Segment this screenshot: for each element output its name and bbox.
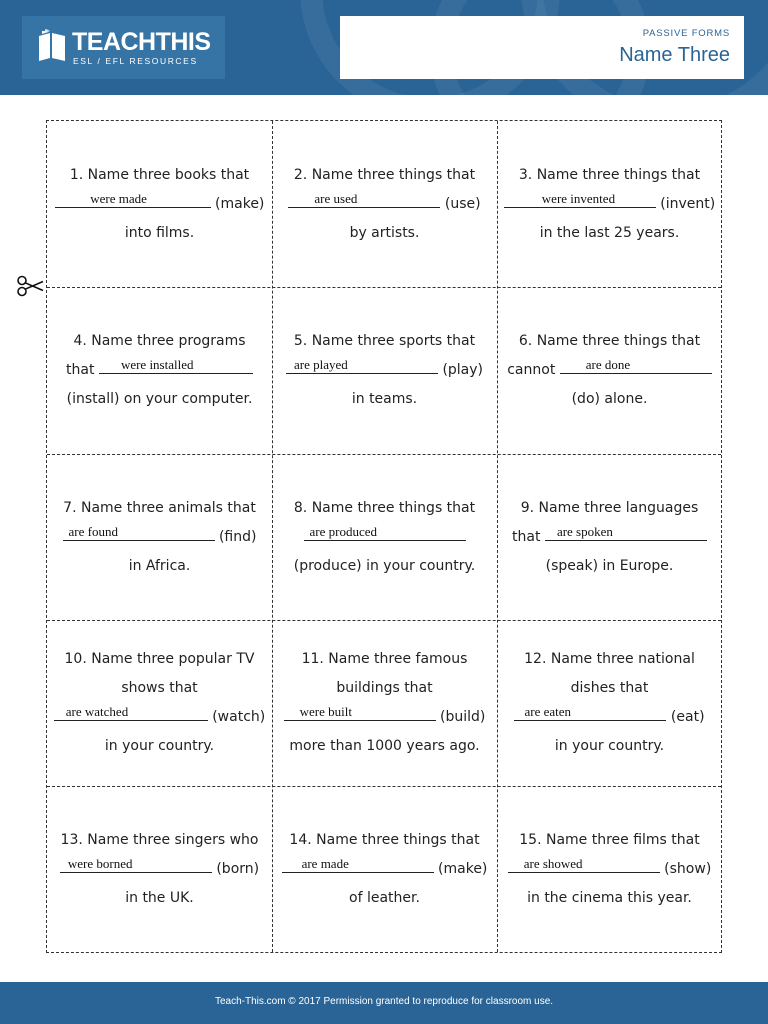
card-blank-line — [507, 356, 712, 385]
card-ending: in the UK. — [125, 890, 194, 906]
verb-hint: (born) — [216, 861, 260, 877]
card-prompt: 5. Name three sports that — [293, 333, 476, 349]
handwritten-answer: are produced — [309, 523, 377, 539]
page-header — [0, 0, 768, 95]
card-ending: in the last 25 years. — [539, 224, 680, 241]
card-grid — [46, 120, 722, 953]
handwritten-answer: are done — [585, 357, 631, 372]
card-blank-line — [514, 703, 704, 732]
answer-blank[interactable] — [514, 704, 666, 721]
card-prompt: 10. Name three popular TV — [64, 651, 255, 667]
card-prompt-cont: buildings that — [336, 680, 433, 696]
card-text-lead: cannot — [507, 362, 556, 378]
card-prompt: 11. Name three famous — [301, 651, 468, 667]
verb-hint: (build) — [440, 709, 486, 725]
verb-hint: (make) — [215, 195, 265, 212]
card-ending: by artists. — [349, 224, 420, 241]
card-blank-line — [512, 523, 707, 552]
card-blank-line — [304, 523, 466, 552]
answer-blank[interactable] — [282, 856, 434, 873]
card-ending: in your country. — [554, 738, 665, 754]
handwritten-answer: are made — [301, 856, 349, 871]
verb-hint: (watch) — [212, 709, 266, 725]
handwritten-answer: were built — [299, 704, 352, 719]
brand-name: TEACHTHIS — [72, 28, 211, 56]
card-prompt-cont: dishes that — [570, 680, 649, 696]
card-blank-line — [66, 356, 253, 385]
card-prompt: 7. Name three animals that — [63, 499, 256, 516]
handwritten-answer: are spoken — [556, 523, 613, 539]
card-prompt: 1. Name three books that — [69, 166, 250, 183]
answer-blank[interactable] — [63, 524, 215, 541]
card-blank-line — [288, 190, 480, 219]
card-ending: in your country. — [104, 738, 215, 754]
worksheet-title: Name Three — [619, 44, 730, 66]
answer-blank[interactable] — [60, 856, 212, 873]
card-ending: in Africa. — [128, 557, 191, 574]
card-12 — [497, 620, 722, 786]
handwritten-answer: were invented — [541, 190, 616, 206]
card-15 — [497, 786, 722, 953]
card-14 — [272, 786, 497, 953]
handwritten-answer: are watched — [65, 704, 129, 719]
handwritten-answer: are played — [293, 357, 348, 372]
verb-hint: (find) — [218, 528, 257, 545]
verb-hint: (play) — [442, 362, 484, 378]
scissors-icon — [16, 275, 44, 297]
card-blank-line — [54, 703, 265, 732]
card-5 — [272, 287, 497, 454]
card-prompt: 2. Name three things that — [293, 166, 476, 183]
title-panel — [340, 16, 744, 79]
card-prompt: 12. Name three national — [524, 651, 695, 667]
card-prompt: 9. Name three languages — [520, 499, 699, 516]
card-prompt: 6. Name three things that — [518, 333, 701, 349]
card-1 — [47, 121, 272, 287]
card-ending: in the cinema this year. — [527, 890, 692, 906]
card-blank-line — [504, 190, 715, 219]
card-6 — [497, 287, 722, 454]
card-ending: (install) on your computer. — [66, 391, 253, 407]
answer-blank[interactable] — [545, 524, 707, 541]
handwritten-answer: were installed — [120, 357, 194, 372]
answer-blank[interactable] — [304, 524, 466, 541]
card-ending: more than 1000 years ago. — [289, 738, 480, 754]
card-prompt-cont: shows that — [121, 680, 198, 696]
card-blank-line — [286, 356, 483, 385]
card-ending: into films. — [124, 224, 195, 241]
card-11 — [272, 620, 497, 786]
card-ending: (produce) in your country. — [293, 557, 476, 574]
book-icon — [36, 28, 68, 64]
card-prompt: 15. Name three films that — [519, 832, 700, 848]
card-prompt: 4. Name three programs — [73, 333, 246, 349]
card-ending: (speak) in Europe. — [545, 557, 674, 574]
card-prompt: 13. Name three singers who — [60, 832, 259, 848]
card-text-lead: that — [512, 528, 541, 545]
card-prompt: 3. Name three things that — [518, 166, 701, 183]
worksheet-category: PASSIVE FORMS — [642, 28, 730, 39]
card-3 — [497, 121, 722, 287]
handwritten-answer: were made — [90, 190, 147, 206]
card-7 — [47, 454, 272, 620]
answer-blank[interactable] — [55, 191, 211, 208]
answer-blank[interactable] — [508, 856, 660, 873]
brand-logo[interactable] — [22, 16, 225, 79]
card-2 — [272, 121, 497, 287]
handwritten-answer: are used — [314, 190, 358, 206]
card-text-lead: that — [66, 362, 95, 378]
card-4 — [47, 287, 272, 454]
handwritten-answer: are eaten — [524, 704, 572, 719]
card-blank-line — [63, 523, 257, 552]
card-prompt: 14. Name three things that — [289, 832, 480, 848]
page-footer — [0, 982, 768, 1024]
answer-blank[interactable] — [286, 357, 438, 374]
card-blank-line — [508, 855, 712, 884]
card-10 — [47, 620, 272, 786]
card-blank-line — [55, 190, 265, 219]
copyright-notice: Teach-This.com © 2017 Permission granted to reproduce for classroom use. — [214, 996, 554, 1007]
card-8 — [272, 454, 497, 620]
answer-blank[interactable] — [504, 191, 656, 208]
verb-hint: (invent) — [660, 195, 716, 212]
handwritten-answer: were borned — [67, 856, 133, 871]
card-13 — [47, 786, 272, 953]
answer-blank[interactable] — [560, 357, 712, 374]
verb-hint: (use) — [444, 195, 481, 212]
verb-hint: (make) — [438, 861, 488, 877]
card-blank-line — [60, 855, 259, 884]
answer-blank[interactable] — [284, 704, 436, 721]
card-blank-line — [282, 855, 488, 884]
answer-blank[interactable] — [288, 191, 440, 208]
verb-hint: (eat) — [670, 709, 705, 725]
card-blank-line — [284, 703, 486, 732]
answer-blank[interactable] — [99, 357, 253, 374]
card-9 — [497, 454, 722, 620]
card-ending: in teams. — [351, 391, 418, 407]
card-ending: (do) alone. — [571, 391, 648, 407]
card-ending: of leather. — [349, 890, 420, 906]
verb-hint: (show) — [664, 861, 712, 877]
brand-tagline: ESL / EFL RESOURCES — [73, 56, 198, 66]
card-prompt: 8. Name three things that — [293, 499, 476, 516]
handwritten-answer: are showed — [523, 856, 583, 871]
answer-blank[interactable] — [54, 704, 208, 721]
handwritten-answer: are found — [68, 523, 118, 539]
